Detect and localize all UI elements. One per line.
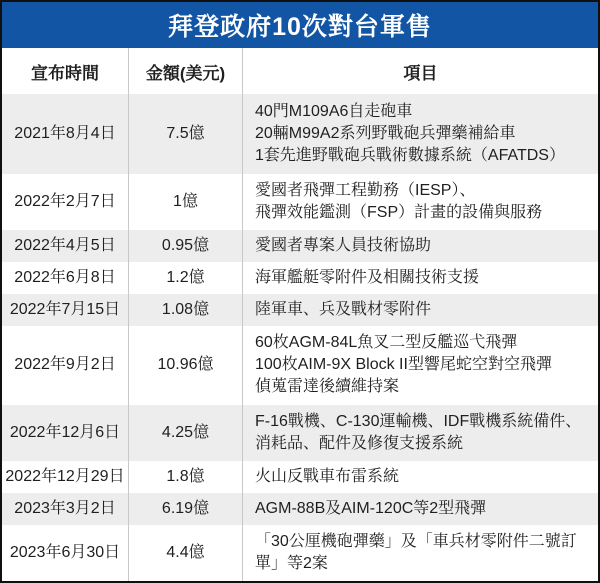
amount-cell: 1億 [128, 174, 242, 230]
items-cell [242, 174, 598, 230]
amount-cell: 0.95億 [128, 230, 242, 262]
amount-cell: 1.2億 [128, 262, 242, 294]
item-line: 海軍艦艇零附件及相關技術支援 [255, 268, 480, 286]
item-line: 陸軍車、兵及戰材零附件 [255, 300, 432, 318]
table-body [2, 94, 598, 581]
table-row [2, 525, 598, 581]
announce-date-cell: 2022年4月5日 [14, 236, 116, 254]
item-line: 飛彈效能鑑測（FSP）計畫的設備與服務 [255, 203, 543, 221]
item-line: 20輛M99A2系列野戰砲兵彈藥補給車 [255, 124, 516, 142]
announce-date-cell: 2022年12月29日 [5, 468, 125, 486]
item-line: 100枚AIM-9X Block II型響尾蛇空對空飛彈 [255, 356, 552, 374]
announce-date-cell: 2023年6月30日 [9, 544, 121, 562]
item-line: 消耗品、配件及修復支援系統 [255, 435, 464, 453]
table-row [2, 493, 598, 525]
amount-cell: 6.19億 [128, 493, 242, 525]
title-bar [2, 2, 598, 48]
announce-date-cell: 2022年7月15日 [9, 300, 121, 318]
item-line: 愛國者飛彈工程勤務（IESP）、 [255, 181, 476, 199]
items-cell [242, 493, 598, 525]
table-row [2, 230, 598, 262]
items-cell [242, 294, 598, 326]
table-row [2, 326, 598, 406]
column-header-amount-usd: 金額(美元) [128, 48, 242, 94]
items-cell [242, 461, 598, 493]
item-line: 愛國者專案人員技術協助 [255, 236, 432, 254]
item-line: 單」等2案 [255, 555, 328, 573]
items-cell [242, 94, 598, 174]
column-header-items: 項目 [242, 48, 598, 94]
announce-date-cell: 2021年8月4日 [14, 124, 116, 142]
amount-cell: 4.4億 [128, 525, 242, 581]
amount-cell: 1.8億 [128, 461, 242, 493]
item-line: F-16戰機、C-130運輸機、IDF戰機系統備件、 [255, 413, 582, 431]
item-line: 60枚AGM-84L魚叉二型反艦巡弋飛彈 [255, 334, 518, 352]
announce-date-cell: 2022年6月8日 [14, 268, 116, 286]
amount-cell: 10.96億 [128, 326, 242, 406]
table-row [2, 405, 598, 461]
item-line: 40門M109A6自走砲車 [255, 102, 413, 120]
announce-date-cell: 2023年3月2日 [14, 500, 116, 518]
item-line: 偵蒐雷達後續維持案 [255, 378, 400, 396]
amount-cell: 7.5億 [128, 94, 242, 174]
item-line: 火山反戰車布雷系統 [255, 468, 400, 486]
column-header-announce-date: 宣布時間 [31, 63, 99, 83]
table-row [2, 294, 598, 326]
announce-date-cell: 2022年9月2日 [14, 356, 116, 374]
items-cell [242, 326, 598, 406]
items-cell [242, 525, 598, 581]
item-line: 「30公厘機砲彈藥」及「車兵材零附件二號訂 [255, 533, 577, 551]
table-header-row [2, 48, 598, 94]
announce-date-cell: 2022年12月6日 [9, 424, 121, 442]
amount-cell: 4.25億 [128, 405, 242, 461]
page-title: 拜登政府10次對台軍售 [168, 13, 432, 41]
item-line: 1套先進野戰砲兵戰術數據系統（AFATDS） [255, 146, 565, 164]
table-row [2, 461, 598, 493]
items-cell [242, 262, 598, 294]
item-line: AGM-88B及AIM-120C等2型飛彈 [255, 500, 487, 518]
table-row [2, 94, 598, 174]
items-cell [242, 405, 598, 461]
table-row [2, 174, 598, 230]
announce-date-cell: 2022年2月7日 [14, 192, 116, 210]
table-row [2, 262, 598, 294]
amount-cell: 1.08億 [128, 294, 242, 326]
items-cell [242, 230, 598, 262]
